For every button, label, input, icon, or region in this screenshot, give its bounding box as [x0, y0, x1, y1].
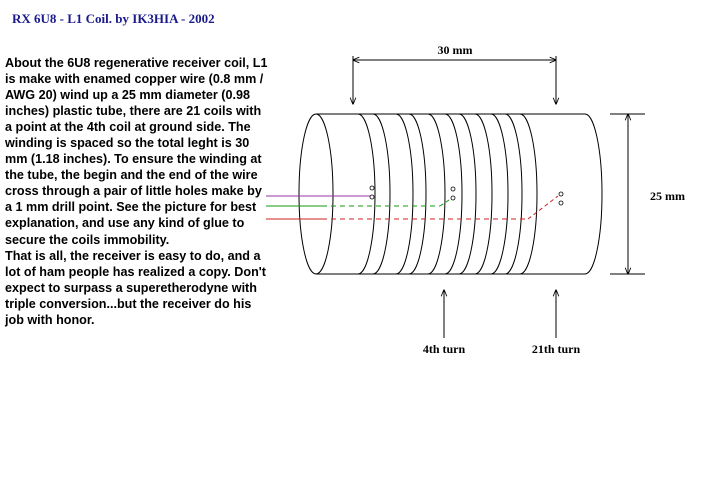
coil-turn [520, 114, 537, 274]
coil-turn [358, 114, 375, 274]
coil-turn [491, 114, 508, 274]
turn-markers [444, 290, 556, 338]
description-paragraph-2: That is all, the receiver is easy to do, and a lot of ham people has realized a copy. Don't expect to surpass a superetherodyne with triple conversion...but the receiver do his job with honor. [5, 248, 266, 327]
hole [451, 187, 455, 191]
coil-turn [475, 114, 492, 274]
end-turn-label: 21th turn [531, 342, 581, 356]
length-label: 30 mm [437, 43, 473, 57]
coil-turn [396, 114, 413, 274]
coil-turn [428, 114, 445, 274]
length-dimension [353, 56, 556, 104]
hole [370, 195, 374, 199]
hole [559, 201, 563, 205]
coil-turn [409, 114, 426, 274]
description-paragraph-1: About the 6U8 regenerative receiver coil, L1 is make with enamed copper wire (0.8 mm / AWG 20) wind up a 25 mm diameter (0.98 inches) plastic tube, there are 21 coils with a point at the 4th coil at ground side. The winding is spaced so the total leght is 30 mm (1.18 inches). To ensure the winding at the tube, the begin and the end of the wire cross through a pair of little holes make by a 1 mm drill point. See the picture for best explanation, and use any kind of glue to secure the coils immobility. [5, 56, 268, 247]
page-title: RX 6U8 - L1 Coil. by IK3HIA - 2002 [12, 11, 215, 26]
hole [370, 186, 374, 190]
coil-turn [373, 114, 390, 274]
tap-lead [266, 198, 452, 206]
hole [559, 192, 563, 196]
diameter-dimension [610, 114, 645, 274]
diameter-label: 25 mm [650, 189, 685, 203]
coil-tube [299, 114, 602, 274]
hole [451, 196, 455, 200]
coil-turn [445, 114, 462, 274]
tap-turn-label: 4th turn [422, 342, 466, 356]
coil-windings [358, 114, 537, 274]
drill-holes [370, 186, 563, 205]
